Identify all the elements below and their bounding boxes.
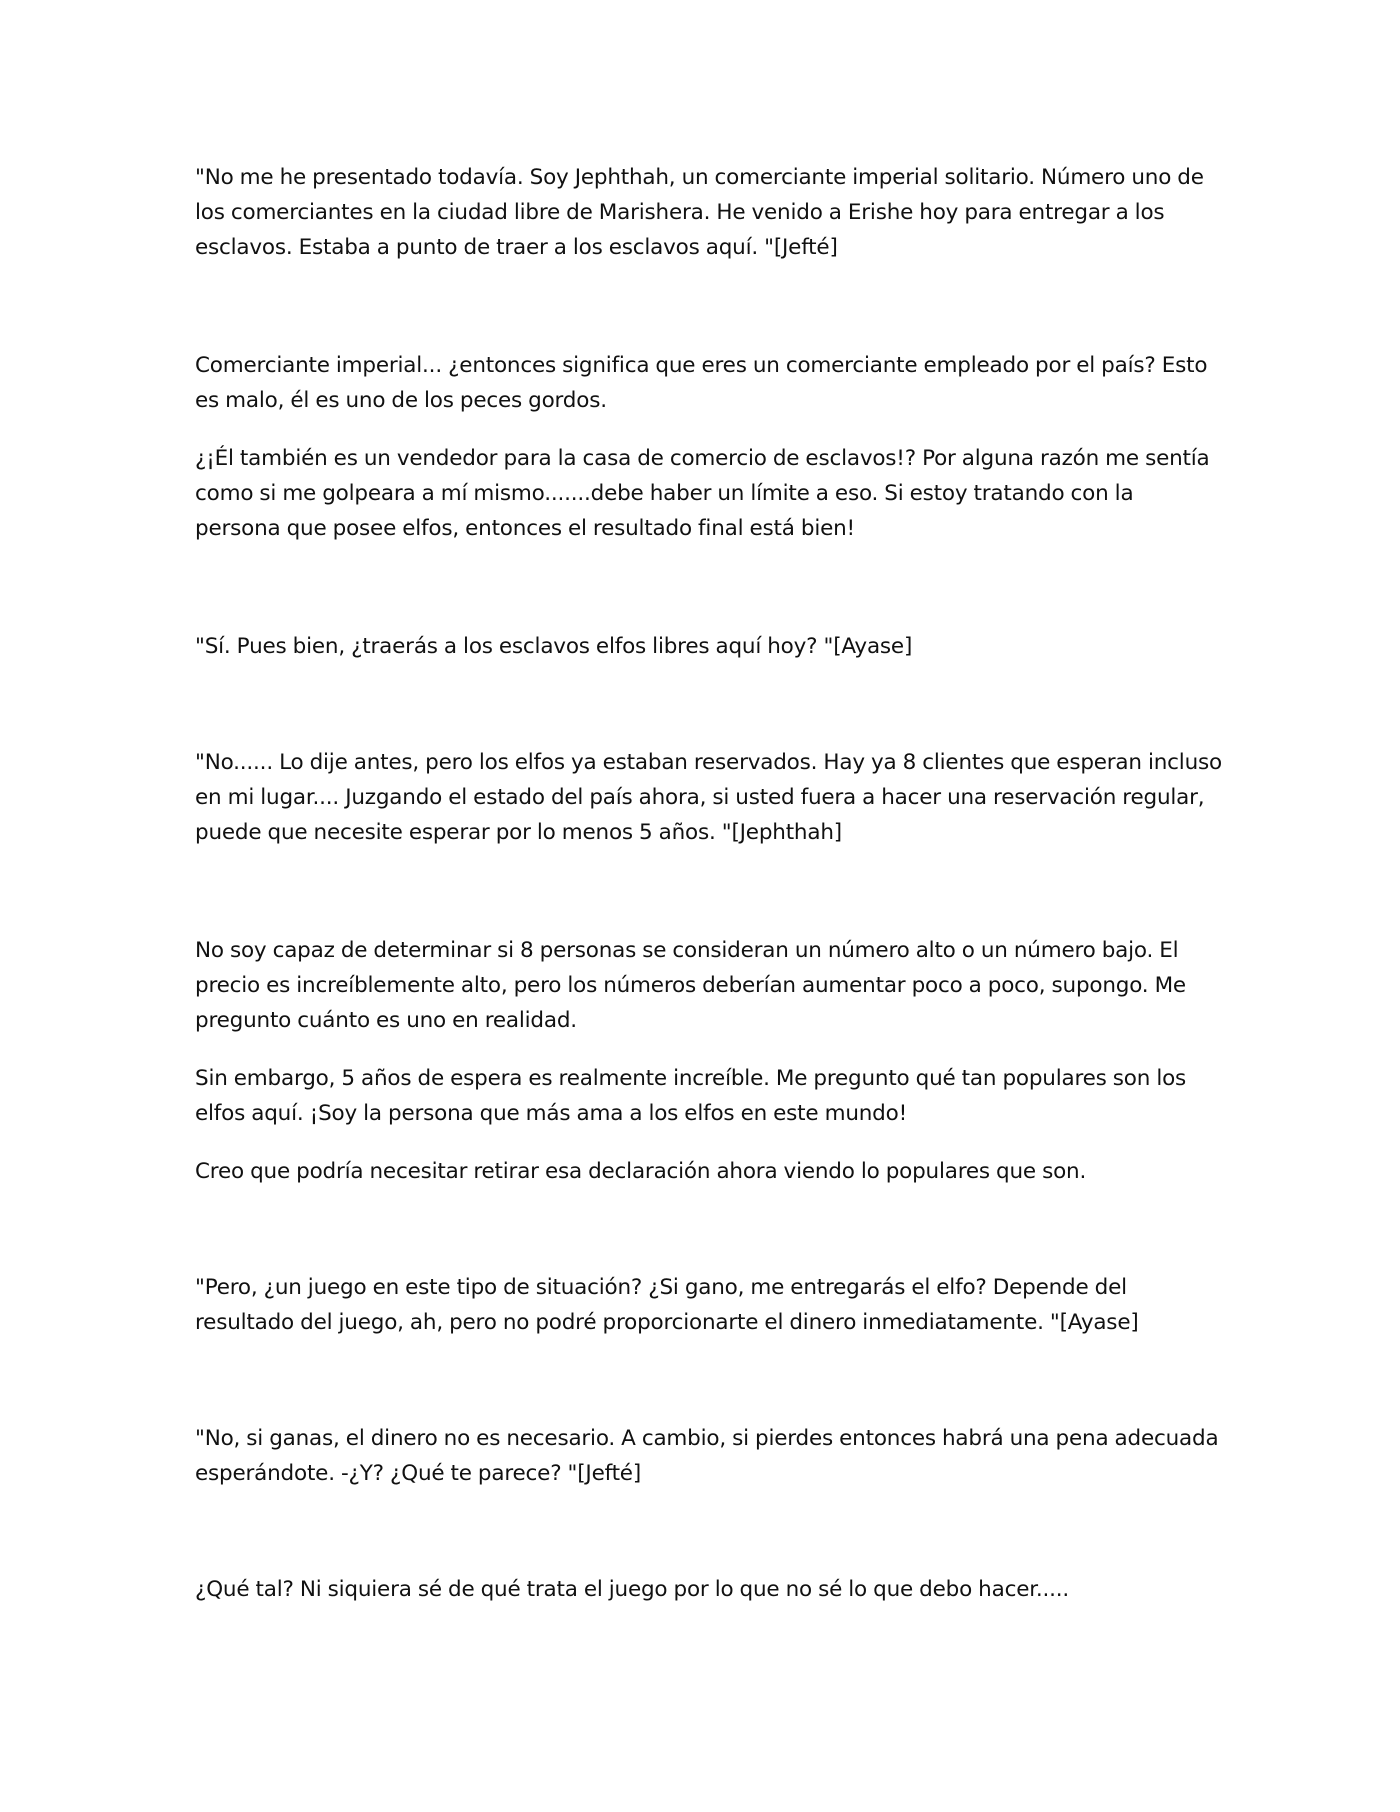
paragraph-5: "No...... Lo dije antes, pero los elfos ya estaban reservados. Hay ya 8 clientes que esperan incluso en mi lugar.... Juzgando el estado del país ahora, si usted fuera a hacer una reservación regular, puede que necesite esperar por lo menos 5 años. "[Jephthah] (195, 750, 1222, 845)
paragraph-8: Creo que podría necesitar retirar esa declaración ahora viendo lo populares que son. (195, 1159, 1087, 1184)
paragraph-10: "No, si ganas, el dinero no es necesario. A cambio, si pierdes entonces habrá una pena adecuada esperándote. -¿Y? ¿Qué te parece? "[Jefté] (195, 1426, 1219, 1486)
paragraph-7: Sin embargo, 5 años de espera es realmente increíble. Me pregunto qué tan populares son los elfos aquí. ¡Soy la persona que más ama a los elfos en este mundo! (195, 1066, 1187, 1126)
paragraph-9: "Pero, ¿un juego en este tipo de situación? ¿Si gano, me entregarás el elfo? Depende del resultado del juego, ah, pero no podré proporcionarte el dinero inmediatamente. "[Ayase] (195, 1275, 1139, 1335)
paragraph-11: ¿Qué tal? Ni siquiera sé de qué trata el juego por lo que no sé lo que debo hacer..... (195, 1577, 1070, 1602)
paragraph-3: ¿¡Él también es un vendedor para la casa de comercio de esclavos!? Por alguna razón me sentía como si me golpeara a mí mismo.......debe haber un límite a eso. Si estoy tratando con la persona que posee elfos, entonces el resultado final está bien! (195, 446, 1210, 541)
paragraph-1: "No me he presentado todavía. Soy Jephthah, un comerciante imperial solitario. Número uno de los comerciantes en la ciudad libre de Marishera. He venido a Erishe hoy para entregar a los esclavos. Estaba a punto de traer a los esclavos aquí. "[Jefté] (195, 165, 1204, 260)
paragraph-6: No soy capaz de determinar si 8 personas se consideran un número alto o un número bajo. El precio es increíblemente alto, pero los números deberían aumentar poco a poco, supongo. Me pregunto cuánto es uno en realidad. (195, 938, 1186, 1033)
paragraph-4: "Sí. Pues bien, ¿traerás a los esclavos elfos libres aquí hoy? "[Ayase] (195, 634, 913, 659)
paragraph-2: Comerciante imperial... ¿entonces significa que eres un comerciante empleado por el país? Esto es malo, él es uno de los peces gordos. (195, 353, 1208, 413)
